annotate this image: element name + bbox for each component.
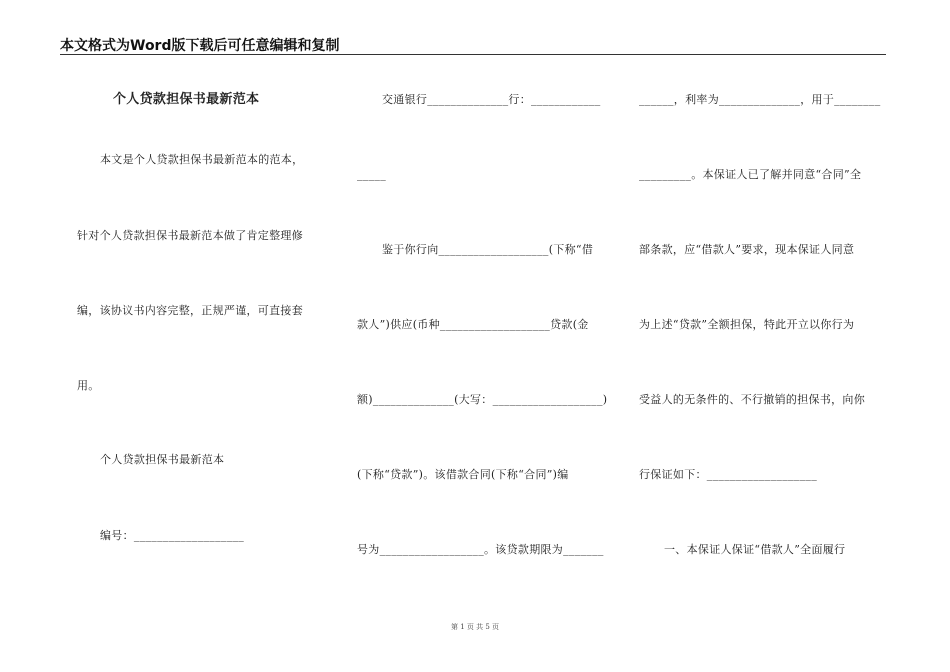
paragraph-line: 鉴于你行向___________________(下称“借	[382, 243, 594, 256]
paragraph-line: 用。	[77, 379, 100, 392]
paragraph-line: 本文是个人贷款担保书最新范本的范本，	[100, 153, 304, 166]
page-number: 第 1 页 共 5 页	[450, 623, 500, 631]
paragraph-line: _________。本保证人已了解并同意“合同”全	[639, 168, 862, 181]
paragraph-line: 部条款，应“借款人”要求，现本保证人同意	[639, 243, 855, 256]
paragraph-line: 交通银行______________行：____________	[382, 93, 601, 106]
header-divider	[60, 54, 886, 55]
document-title: 个人贷款担保书最新范本	[113, 92, 260, 107]
paragraph-line: ______，利率为______________，用于________	[639, 93, 881, 106]
paragraph-line: 额)______________(大写：___________________)	[357, 393, 608, 406]
paragraph-line: 一、本保证人保证“借款人”全面履行	[664, 543, 846, 556]
paragraph-line: _____	[357, 168, 386, 181]
document-header: 本文格式为Word版下载后可任意编辑和复制	[60, 38, 340, 54]
paragraph-line: (下称“贷款”)。该借款合同(下称“合同”)编	[357, 468, 569, 481]
paragraph-line: 款人”)供应(币种___________________贷款(金	[357, 318, 589, 331]
paragraph-line: 个人贷款担保书最新范本	[100, 453, 225, 466]
paragraph-line: 行保证如下：___________________	[639, 468, 817, 481]
paragraph-line: 编，该协议书内容完整，正规严谨，可直接套	[77, 304, 303, 317]
paragraph-line: 号为__________________。该贷款期限为_______	[357, 543, 604, 556]
paragraph-line: 编号：___________________	[100, 529, 245, 542]
paragraph-line: 针对个人贷款担保书最新范本做了肯定整理修	[77, 229, 303, 242]
paragraph-line: 为上述“贷款”全额担保，特此开立以你行为	[639, 318, 855, 331]
paragraph-line: 受益人的无条件的、不行撤销的担保书，向你	[639, 393, 865, 406]
